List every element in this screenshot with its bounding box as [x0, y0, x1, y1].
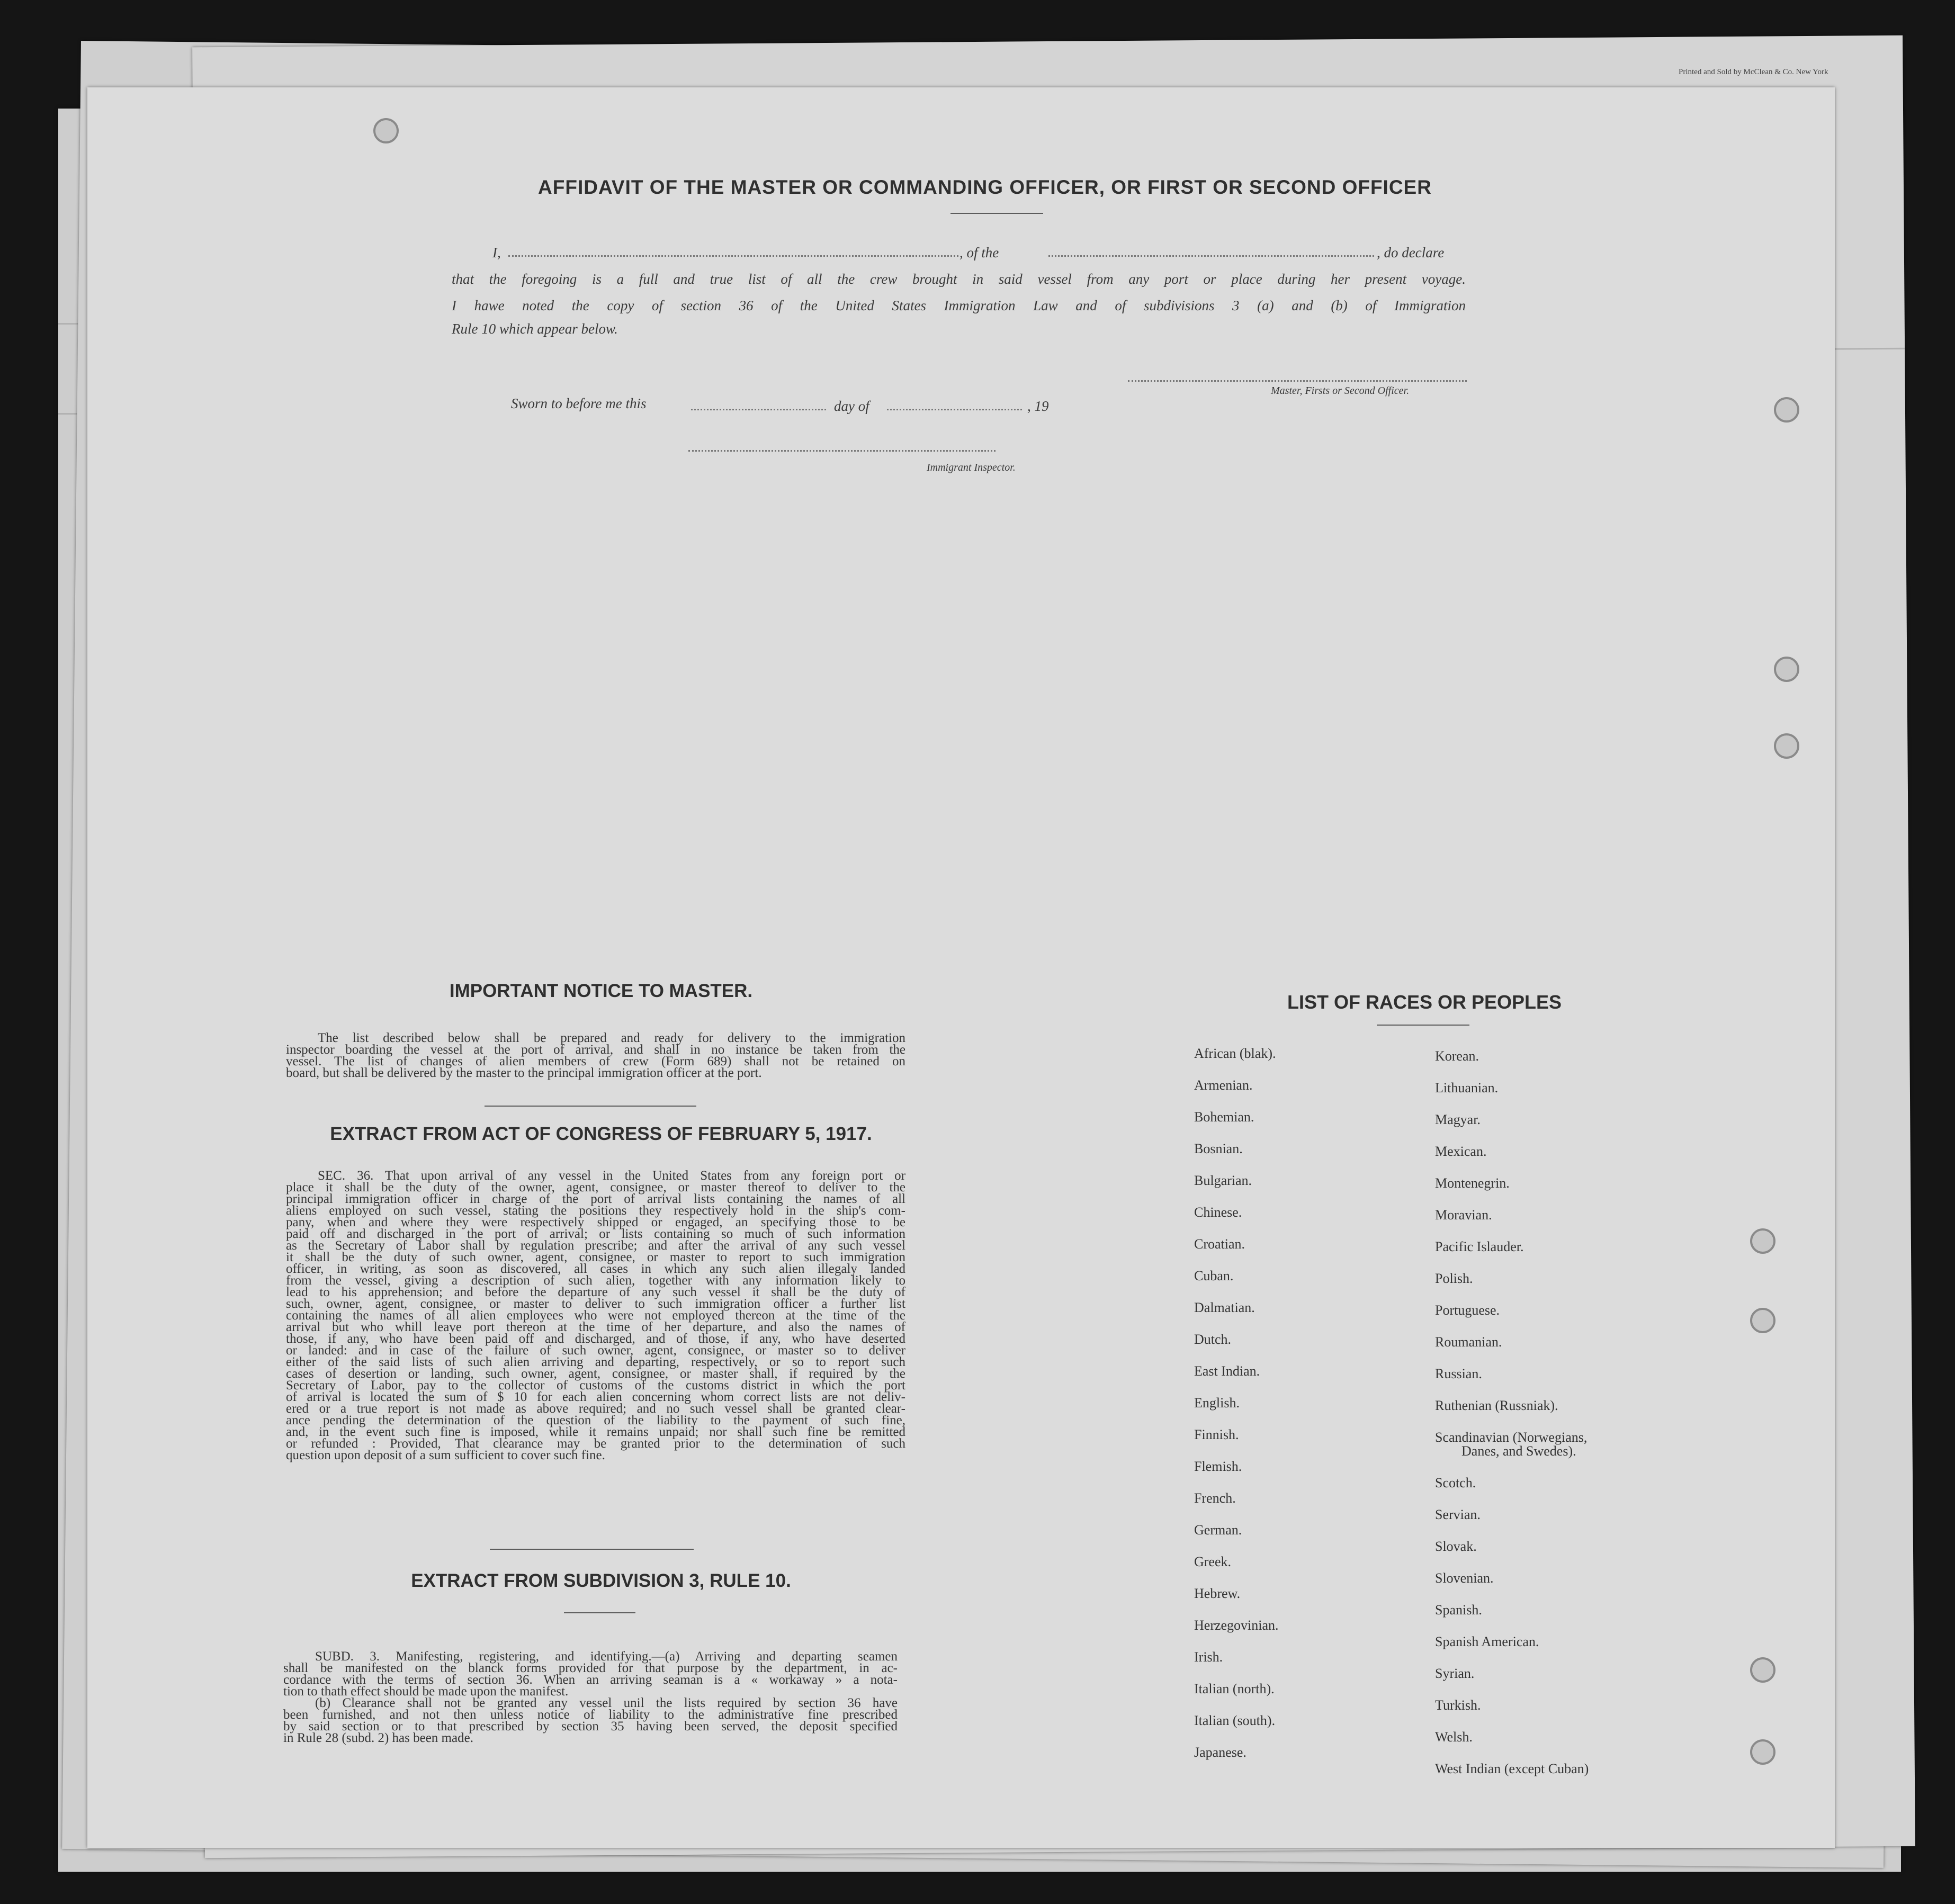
- race-item: Scandinavian (Norwegians,: [1435, 1430, 1588, 1445]
- race-item: Bulgarian.: [1194, 1173, 1252, 1188]
- text-line: pany, when and where they were respectively shipped or engaged, an specifying those to be: [286, 1215, 905, 1229]
- race-item: Hebrew.: [1194, 1586, 1241, 1601]
- affidavit-do-declare-label: , do declare: [1377, 245, 1445, 261]
- race-item: Slovak.: [1435, 1539, 1477, 1554]
- punch-hole-icon: [1750, 1739, 1775, 1765]
- text-line: it shall be the duty of such owner, agent, consignee, or master to report to such immigration: [286, 1250, 905, 1264]
- race-item: Bosnian.: [1194, 1141, 1243, 1156]
- race-item: Korean.: [1435, 1048, 1479, 1064]
- sworn-day-blank-field[interactable]: [691, 409, 826, 410]
- extract-rule-body: [283, 1651, 898, 1744]
- text-line: vessel. The list of changes of alien members of crew (Form 689) shall not be retained on: [286, 1054, 905, 1068]
- race-item: Welsh.: [1435, 1729, 1473, 1745]
- punch-hole-icon: [1750, 1228, 1775, 1254]
- text-line: ered or a true report is not made as above required; and no such vessel shall be granted clear-: [286, 1402, 905, 1416]
- text-line: cordance with the terms of section 36. When an arriving seaman is a « workaway » a nota-: [283, 1673, 898, 1687]
- race-item: Spanish American.: [1435, 1634, 1539, 1649]
- text-line: of arrival is located the sum of $ 10 for each alien concerning whom correct lists are not deliv-: [286, 1390, 905, 1404]
- race-item: Italian (south).: [1194, 1713, 1276, 1728]
- races-title: LIST OF RACES OR PEOPLES: [1287, 991, 1562, 1013]
- text-line: tion to thath effect should be made upon the manifest.: [283, 1684, 569, 1699]
- text-line: aliens employed on such vessel, stating the positions they respectively hold in the ship's com-: [286, 1204, 905, 1218]
- text-line: by said section or to that prescribed by section 35 having been served, the deposit specified: [283, 1719, 898, 1734]
- text-line: board, but shall be delivered by the master to the principal immigration officer at the port.: [286, 1066, 762, 1080]
- signature-blank-field[interactable]: [1128, 380, 1467, 382]
- race-item: Japanese.: [1194, 1745, 1246, 1760]
- race-item: West Indian (except Cuban): [1435, 1761, 1589, 1776]
- text-line: officer, in writing, as soon as discovered, all cases in which any such alien illegaly landed: [286, 1262, 905, 1276]
- printer-mark: Printed and Sold by McClean & Co. New York: [1679, 68, 1828, 76]
- race-item: Turkish.: [1435, 1698, 1481, 1713]
- title-divider: [950, 213, 1043, 214]
- text-line: ance pending the determination of the question of the liability to the payment of such fine,: [286, 1413, 905, 1427]
- race-item: Syrian.: [1435, 1666, 1475, 1681]
- signature-caption: Master, Firsts or Second Officer.: [1271, 385, 1410, 397]
- text-line: arrival but who whill leave port thereon at the time of her departure, and also the names of: [286, 1320, 905, 1334]
- extract-act-title: EXTRACT FROM ACT OF CONGRESS OF FEBRUARY 5, 1917.: [330, 1124, 872, 1144]
- race-item: English.: [1194, 1395, 1240, 1411]
- race-item: Roumanian.: [1435, 1334, 1502, 1350]
- race-item: Dutch.: [1194, 1332, 1232, 1347]
- text-line: in Rule 28 (subd. 2) has been made.: [283, 1731, 473, 1745]
- race-item: Slovenian.: [1435, 1570, 1494, 1586]
- race-item: Russian.: [1435, 1366, 1482, 1381]
- text-line: The list described below shall be prepared and ready for delivery to the immigration: [318, 1031, 905, 1045]
- text-line: place it shall be the duty of the owner, agent, consignee, or master thereof to deliver to the: [286, 1180, 905, 1195]
- races-title-divider: [1377, 1025, 1469, 1026]
- race-item: Bohemian.: [1194, 1109, 1254, 1125]
- text-line: paid off and discharged in the port of arrival; or lists containing so much of such information: [286, 1227, 905, 1241]
- affidavit-line-2: that the foregoing is a full and true list of all the crew brought in said vessel from any port or place during her present voyage.: [452, 271, 1466, 287]
- race-item: Herzegovinian.: [1194, 1618, 1279, 1633]
- race-item: Italian (north).: [1194, 1681, 1275, 1696]
- race-item: French.: [1194, 1490, 1236, 1506]
- punch-hole-icon: [1774, 657, 1799, 682]
- race-item: Magyar.: [1435, 1112, 1481, 1127]
- text-line: SEC. 36. That upon arrival of any vessel in the United States from any foreign port or: [318, 1169, 905, 1183]
- affidavit-line-4: Rule 10 which appear below.: [452, 321, 618, 337]
- text-line: been furnished, and not then unless notice of liability to the administrative fine prescribed: [283, 1708, 898, 1722]
- inspector-caption: Immigrant Inspector.: [927, 462, 1016, 473]
- text-line: from the vessel, giving a description of such alien, together with any information likely to: [286, 1273, 905, 1288]
- text-line: containing the names of all alien employees who were not employed thereon at the time of the: [286, 1308, 905, 1323]
- section-divider: [490, 1549, 694, 1550]
- section-divider: [564, 1612, 635, 1613]
- punch-hole-icon: [1774, 733, 1799, 759]
- name-blank-field[interactable]: [508, 255, 958, 257]
- text-line: cases of desertion or landing, such owner, agent, consignee, or master shall, if required by the: [286, 1367, 905, 1381]
- year-label: , 19: [1027, 398, 1049, 414]
- punch-hole-icon: [1774, 397, 1799, 423]
- punch-hole-icon: [1750, 1308, 1775, 1333]
- text-line: as the Secretary of Labor shall by regulation prescribe; and after the arrival of any such vessel: [286, 1238, 905, 1253]
- race-item: East Indian.: [1194, 1363, 1260, 1379]
- race-item: Polish.: [1435, 1271, 1473, 1286]
- race-item: Mexican.: [1435, 1144, 1487, 1159]
- notice-title: IMPORTANT NOTICE TO MASTER.: [449, 981, 753, 1001]
- text-line: or landed: and in case of the failure of such owner, agent, consignee, or master so to deliver: [286, 1343, 905, 1358]
- affidavit-line-3: I hawe noted the copy of section 36 of the United States Immigration Law and of subdivisions 3 (a) and (b) of Immigration: [452, 298, 1466, 313]
- race-item: Montenegrin.: [1435, 1175, 1510, 1191]
- race-item: Chinese.: [1194, 1205, 1242, 1220]
- text-line: SUBD. 3. Manifesting, registering, and identifying.—(a) Arriving and departing seamen: [315, 1649, 898, 1664]
- text-line: or refunded : Provided, That clearance may be granted prior to the determination of such: [286, 1436, 905, 1451]
- race-item: Pacific Islauder.: [1435, 1239, 1524, 1254]
- notice-body: [286, 1032, 905, 1079]
- race-item: Irish.: [1194, 1649, 1223, 1665]
- sworn-label: Sworn to before me this: [511, 396, 647, 411]
- race-item: Dalmatian.: [1194, 1300, 1255, 1315]
- race-item: Finnish.: [1194, 1427, 1239, 1442]
- text-line: such, owner, agent, consignee, or master to deliver to such immigration officer a further list: [286, 1297, 905, 1311]
- text-line: principal immigration officer in charge of the port of arrival lists containing the names of all: [286, 1192, 905, 1206]
- race-item: Danes, and Swedes).: [1461, 1443, 1576, 1459]
- race-item: Spanish.: [1435, 1602, 1482, 1618]
- race-item: Ruthenian (Russniak).: [1435, 1398, 1558, 1413]
- race-item: German.: [1194, 1522, 1242, 1538]
- punch-hole-icon: [1750, 1657, 1775, 1683]
- section-divider: [485, 1106, 696, 1107]
- affidavit-of-the-label: , of the: [959, 245, 999, 261]
- punch-hole-icon: [373, 118, 399, 143]
- text-line: either of the said lists of such alien arriving and departing, respectively, or so to report such: [286, 1355, 905, 1369]
- extract-act-body: [286, 1170, 905, 1461]
- text-line: lead to his apprehension; and before the departure of any such vessel it shall be the duty of: [286, 1285, 905, 1299]
- text-line: inspector boarding the vessel at the port of arrival, and shall in no instance be taken from the: [286, 1043, 905, 1057]
- race-item: Armenian.: [1194, 1077, 1253, 1093]
- extract-rule-title: EXTRACT FROM SUBDIVISION 3, RULE 10.: [411, 1570, 791, 1591]
- race-item: Greek.: [1194, 1554, 1232, 1569]
- text-line: question upon deposit of a sum sufficient to cover such fine.: [286, 1448, 605, 1462]
- affidavit-i-label: I,: [492, 245, 501, 261]
- race-item: Croatian.: [1194, 1236, 1245, 1252]
- race-item: Flemish.: [1194, 1459, 1242, 1474]
- race-item: Lithuanian.: [1435, 1080, 1499, 1095]
- text-line: shall be manifested on the blanck forms provided for that purpose by the department, in ac-: [283, 1661, 898, 1675]
- affidavit-title: AFFIDAVIT OF THE MASTER OR COMMANDING OFFICER, OR FIRST OR SECOND OFFICER: [538, 176, 1432, 198]
- text-line: those, if any, who have been paid off and discharged, and of those, if any, who have deserted: [286, 1332, 905, 1346]
- race-item: Scotch.: [1435, 1475, 1476, 1490]
- text-line: (b) Clearance shall not be granted any vessel unil the lists required by section 36 have: [315, 1696, 898, 1710]
- vessel-blank-field[interactable]: [1048, 255, 1374, 257]
- text-line: Secretary of Labor, pay to the collector of customs of the customs district in which the port: [286, 1378, 905, 1393]
- race-item: Moravian.: [1435, 1207, 1492, 1223]
- text-line: and, in the event such fine is imposed, while it remains unpaid; nor shall such fine be remitted: [286, 1425, 905, 1439]
- race-item: African (blak).: [1194, 1046, 1276, 1061]
- race-item: Portuguese.: [1435, 1303, 1500, 1318]
- day-of-label: day of: [834, 398, 869, 414]
- race-item: Cuban.: [1194, 1268, 1234, 1283]
- inspector-blank-field[interactable]: [688, 450, 996, 452]
- sworn-month-blank-field[interactable]: [887, 409, 1022, 410]
- race-item: Servian.: [1435, 1507, 1481, 1522]
